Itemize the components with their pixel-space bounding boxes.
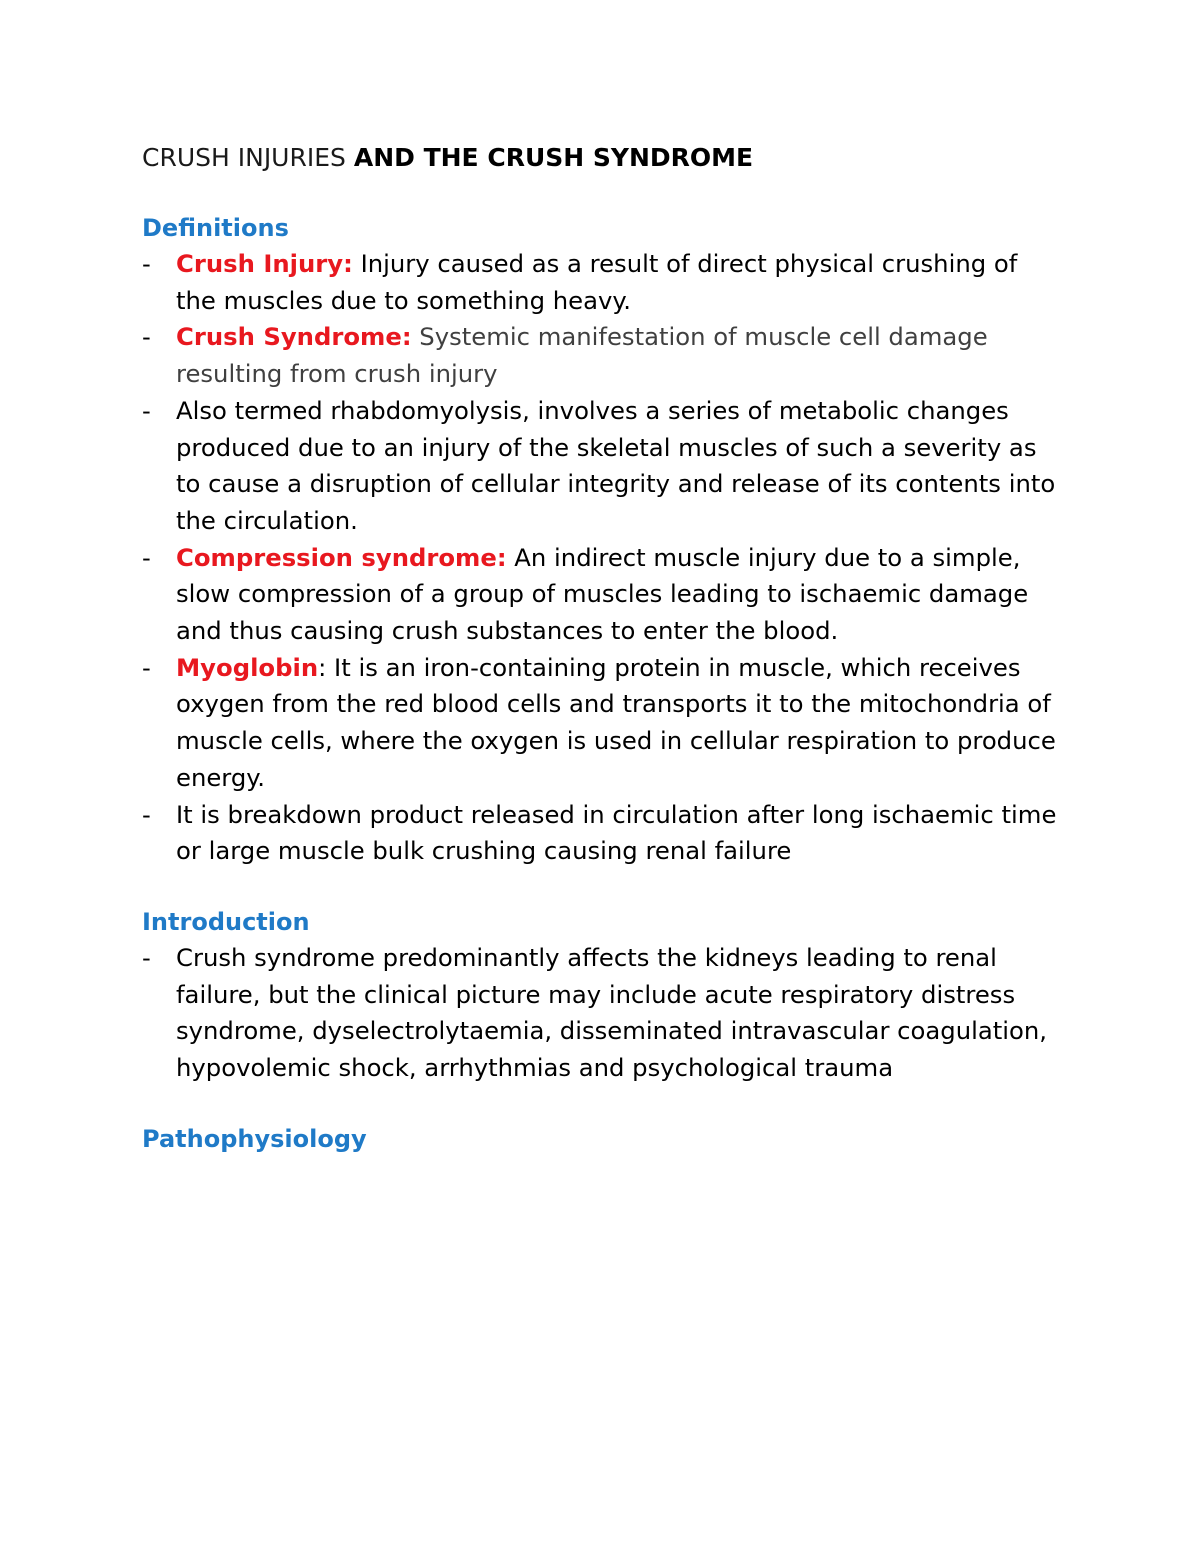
bullet-dash: - bbox=[142, 322, 151, 352]
definition-text: An indirect muscle injury due to a simple, slow compression of a group of muscles leading to ischaemic damage and thus causing crush substances to enter the blood. bbox=[176, 542, 1029, 646]
term-compression-syndrome: Compression syndrome: bbox=[176, 542, 507, 572]
document-page bbox=[142, 140, 1062, 1157]
term-crush-injury: Crush Injury: bbox=[176, 249, 353, 278]
list-item bbox=[142, 940, 1062, 1087]
definition-text: Injury caused as a result of direct physical crushing of the muscles due to something heavy. bbox=[176, 249, 1018, 315]
heading-introduction: Introduction bbox=[142, 907, 310, 936]
bullet-dash: - bbox=[142, 542, 151, 572]
list-item bbox=[142, 797, 1062, 870]
bullet-dash: - bbox=[142, 249, 151, 278]
heading-pathophysiology: Pathophysiology bbox=[142, 1124, 367, 1153]
bullet-dash: - bbox=[142, 652, 151, 682]
list-item bbox=[142, 540, 1062, 650]
definitions-list bbox=[142, 246, 1062, 870]
definition-text: : It is an iron-containing protein in muscle, which receives oxygen from the red blood cells and transports it to the mitochondria of muscle cells, where the oxygen is used in cellular respiration to produce energy. bbox=[176, 652, 1056, 792]
document-title bbox=[142, 140, 1062, 176]
bullet-dash: - bbox=[142, 799, 151, 829]
title-part-1: CRUSH INJURIES bbox=[142, 143, 346, 172]
introduction-text: Crush syndrome predominantly affects the kidneys leading to renal failure, but the clinical picture may include acute respiratory distress syndrome, dyselectrolytaemia, disseminated intravascular coagulation, hypovolemic shock, arrhythmias and psychological trauma bbox=[176, 942, 1047, 1083]
list-item bbox=[142, 650, 1062, 797]
title-part-2: AND THE CRUSH SYNDROME bbox=[353, 143, 754, 172]
term-crush-syndrome: Crush Syndrome: bbox=[176, 322, 412, 352]
list-item bbox=[142, 246, 1062, 319]
bullet-dash: - bbox=[142, 942, 151, 972]
definition-text: Systemic manifestation of muscle cell damage resulting from crush injury bbox=[176, 322, 988, 389]
bullet-dash: - bbox=[142, 395, 151, 425]
list-item bbox=[142, 319, 1062, 392]
list-item bbox=[142, 393, 1062, 540]
definition-text: Also termed rhabdomyolysis, involves a series of metabolic changes produced due to an injury of the skeletal muscles of such a severity as to cause a disruption of cellular integrity and release of its contents into the circulation. bbox=[176, 395, 1056, 535]
heading-definitions: Definitions bbox=[142, 214, 289, 242]
definition-text: It is breakdown product released in circulation after long ischaemic time or large muscle bulk crushing causing renal failure bbox=[176, 799, 1057, 866]
term-myoglobin: Myoglobin bbox=[176, 652, 319, 682]
introduction-list bbox=[142, 940, 1062, 1087]
